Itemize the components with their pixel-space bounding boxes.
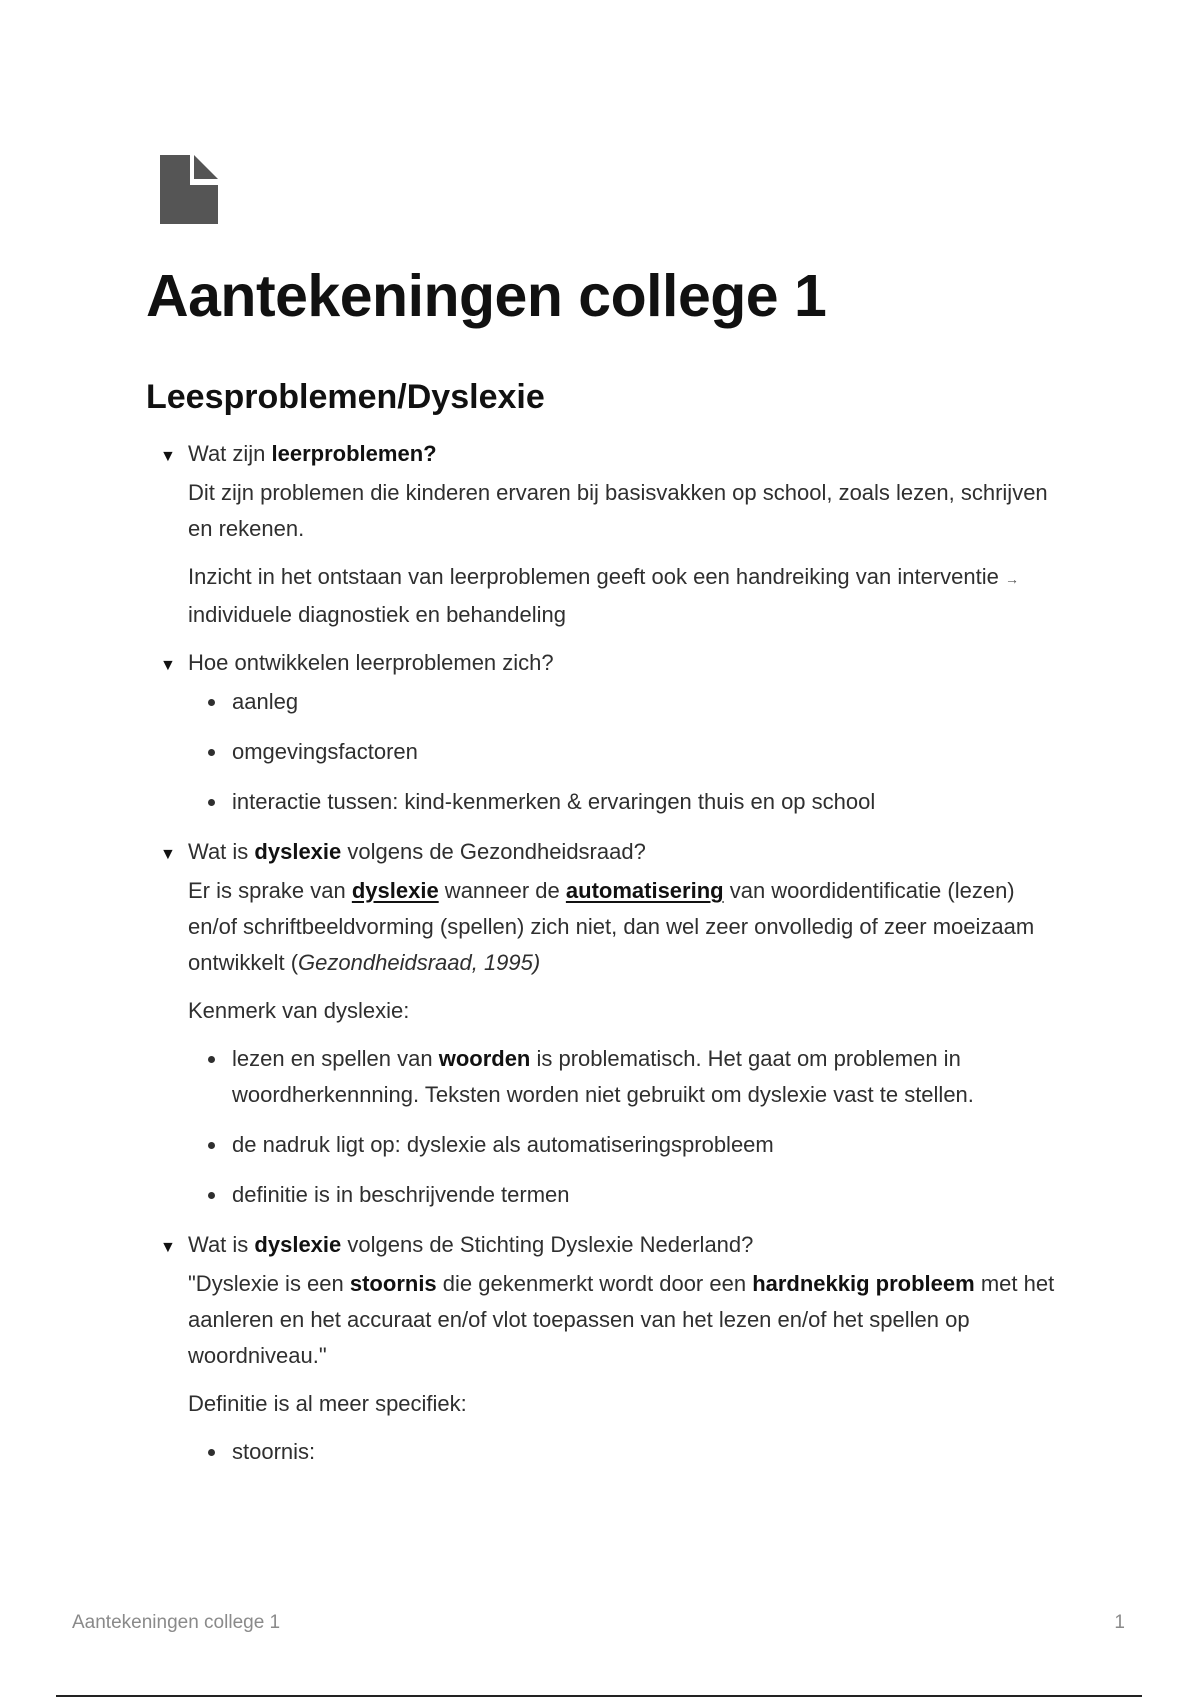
paragraph: Kenmerk van dyslexie: — [188, 998, 410, 1023]
list-item: aanleg — [188, 684, 1060, 720]
toggle-body — [160, 1266, 1060, 1470]
toggle-header[interactable] — [160, 436, 1060, 475]
toggle-triangle-icon[interactable]: ▼ — [160, 448, 176, 465]
toggle-body — [160, 684, 1060, 820]
page-title: Aantekeningen college 1 — [146, 263, 827, 329]
toggle-title: Wat zijn leerproblemen? — [188, 441, 437, 466]
document-icon — [160, 155, 218, 224]
list-item: de nadruk ligt op: dyslexie als automatiseringsprobleem — [188, 1127, 1060, 1163]
toggle-triangle-icon[interactable]: ▼ — [160, 657, 176, 674]
paragraph: Dit zijn problemen die kinderen ervaren bij basisvakken op school, zoals lezen, schrijven en rekenen. — [188, 480, 1048, 541]
definition-paragraph: Er is sprake van dyslexie wanneer de automatisering van woordidentificatie (lezen) en/of schriftbeeldvorming (spellen) zich niet, dan wel zeer onvolledig of zeer moeizaam ontwikkelt (Gezondheidsraad, 1995) — [188, 878, 1035, 975]
quote-paragraph: "Dyslexie is een stoornis die gekenmerkt wordt door een hardnekkig probleem met het aanleren en het accuraat en/of vlot toepassen van het lezen en/of het spellen op woordniveau." — [188, 1271, 1055, 1368]
toggle-body — [160, 475, 1060, 633]
toggle-triangle-icon[interactable]: ▼ — [160, 846, 176, 863]
toggle-title: Hoe ontwikkelen leerproblemen zich? — [188, 650, 554, 675]
section-heading: Leesproblemen/Dyslexie — [146, 378, 545, 416]
list-item: definitie is in beschrijvende termen — [188, 1177, 1060, 1213]
toggle-title: Wat is dyslexie volgens de Stichting Dyslexie Nederland? — [188, 1232, 754, 1257]
toggle-ontwikkeling — [160, 645, 1060, 820]
toggle-triangle-icon[interactable]: ▼ — [160, 1239, 176, 1256]
paragraph: Inzicht in het ontstaan van leerproblemen geeft ook een handreiking van interventie → individuele diagnostiek en behandeling — [188, 564, 1019, 627]
bullet-list — [188, 1434, 1060, 1470]
toggle-header[interactable] — [160, 1227, 1060, 1266]
bullet-list — [188, 1041, 1060, 1213]
page-content — [160, 436, 1060, 1484]
list-item: omgevingsfactoren — [188, 734, 1060, 770]
footer-page-number: 1 — [1114, 1612, 1125, 1633]
toggle-title: Wat is dyslexie volgens de Gezondheidsraad? — [188, 839, 646, 864]
toggle-header[interactable] — [160, 834, 1060, 873]
list-item: stoornis: — [188, 1434, 1060, 1470]
paragraph: Definitie is al meer specifiek: — [188, 1391, 467, 1416]
toggle-body — [160, 873, 1060, 1213]
toggle-header[interactable] — [160, 645, 1060, 684]
toggle-dyslexie-sdn — [160, 1227, 1060, 1470]
footer-divider — [56, 1695, 1142, 1697]
footer-title: Aantekeningen college 1 — [72, 1612, 281, 1633]
arrow-icon: → — [1004, 571, 1019, 587]
list-item: lezen en spellen van woorden is problematisch. Het gaat om problemen in woordherkennning. Teksten worden niet gebruikt om dyslexie vast te stellen. — [188, 1041, 1060, 1113]
list-item: interactie tussen: kind-kenmerken & ervaringen thuis en op school — [188, 784, 1060, 820]
toggle-leerproblemen — [160, 436, 1060, 633]
toggle-dyslexie-gezondheidsraad — [160, 834, 1060, 1213]
bullet-list — [188, 684, 1060, 820]
